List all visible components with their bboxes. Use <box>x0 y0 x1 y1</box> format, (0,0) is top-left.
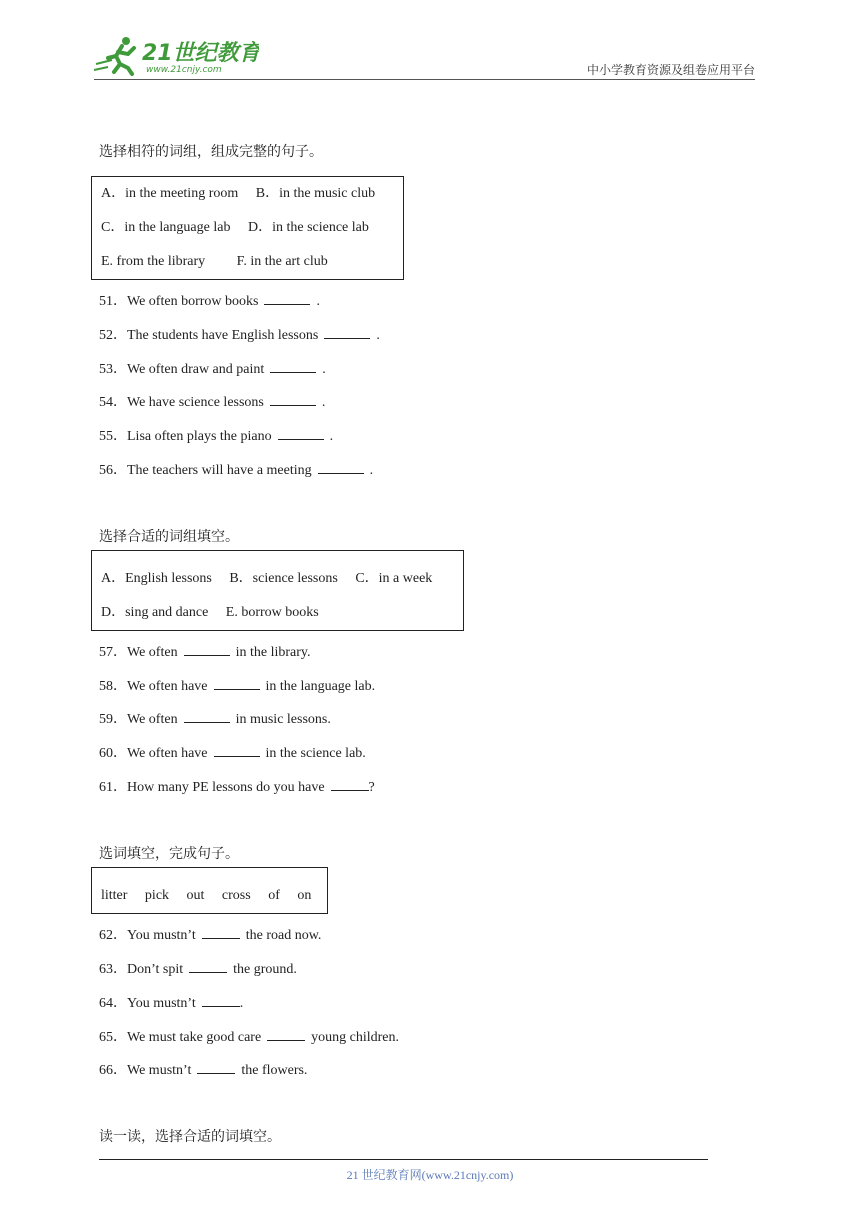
question-53 <box>99 358 326 378</box>
question-text-after: . <box>321 395 326 410</box>
answer-blank[interactable] <box>214 677 260 690</box>
question-text-after: in music lessons. <box>235 712 331 727</box>
question-63 <box>99 958 297 978</box>
question-number: 58． <box>99 679 127 694</box>
section3-word-box <box>91 867 328 914</box>
answer-blank[interactable] <box>202 926 240 939</box>
question-number: 53． <box>99 362 127 377</box>
section2-instruction: 选择合适的词组填空。 <box>99 529 239 545</box>
question-58 <box>99 675 375 695</box>
header-divider <box>94 79 755 80</box>
answer-blank[interactable] <box>267 1028 305 1041</box>
question-text-after: the flowers. <box>241 1063 308 1078</box>
question-text-after: . <box>239 996 244 1011</box>
question-text: Lisa often plays the piano <box>127 429 272 444</box>
section1-instruction: 选择相符的词组，组成完整的句子。 <box>99 144 323 160</box>
site-logo <box>94 34 259 76</box>
question-51 <box>99 290 320 310</box>
question-text: You mustn’t <box>127 996 196 1011</box>
question-52 <box>99 324 380 344</box>
logo-url: www.21cnjy.com <box>146 65 222 75</box>
option-row: C．in the language lab D．in the science lab <box>101 220 369 235</box>
question-text: We often have <box>127 746 208 761</box>
question-62 <box>99 924 321 944</box>
question-text-after: the ground. <box>233 962 297 977</box>
question-66 <box>99 1059 307 1079</box>
footer-text: 21 世纪教育网(www.21cnjy.com) <box>346 1168 514 1182</box>
option-row: E. from the library F. in the art club <box>101 254 328 269</box>
question-number: 57． <box>99 645 127 660</box>
question-text-after: in the language lab. <box>265 679 376 694</box>
answer-blank[interactable] <box>214 744 260 757</box>
question-text: We often have <box>127 679 208 694</box>
question-65 <box>99 1026 399 1046</box>
question-text: Don’t spit <box>127 962 184 977</box>
option-row: D．sing and dance E. borrow books <box>101 605 319 620</box>
question-number: 61． <box>99 780 127 795</box>
question-number: 54． <box>99 395 127 410</box>
question-number: 66． <box>99 1063 127 1078</box>
question-61 <box>99 776 375 796</box>
answer-blank[interactable] <box>189 960 227 973</box>
answer-blank[interactable] <box>331 778 369 791</box>
section1-option-box <box>91 176 404 280</box>
question-text-after: in the library. <box>235 645 311 660</box>
answer-blank[interactable] <box>270 393 316 406</box>
question-55 <box>99 425 333 445</box>
question-text: We often <box>127 645 178 660</box>
question-text: We often draw and paint <box>127 362 265 377</box>
question-text: The teachers will have a meeting <box>127 463 312 478</box>
section3-instruction: 选词填空，完成句子。 <box>99 846 239 862</box>
answer-blank[interactable] <box>264 292 310 305</box>
question-59 <box>99 708 331 728</box>
question-number: 65． <box>99 1030 127 1045</box>
question-text-after: . <box>316 294 320 309</box>
question-64 <box>99 992 243 1012</box>
question-number: 59． <box>99 712 127 727</box>
question-text-after: . <box>329 429 334 444</box>
question-text: You mustn’t <box>127 928 196 943</box>
question-text: The students have English lessons <box>127 328 319 343</box>
question-57 <box>99 641 310 661</box>
answer-blank[interactable] <box>270 360 316 373</box>
question-text-after: ? <box>368 780 375 795</box>
question-text-after: young children. <box>311 1030 400 1045</box>
logo-text: 21世纪教育 <box>142 41 259 66</box>
header-platform-name: 中小学教育资源及组卷应用平台 <box>586 63 755 77</box>
answer-blank[interactable] <box>318 461 364 474</box>
question-text-after: . <box>322 362 326 377</box>
question-text: We mustn’t <box>127 1063 192 1078</box>
footer-divider <box>99 1159 708 1160</box>
section4-instruction: 读一读，选择合适的词填空。 <box>99 1129 281 1145</box>
word-bank: litter pick out cross of on <box>101 888 312 903</box>
question-56 <box>99 459 373 479</box>
question-text-after: the road now. <box>245 928 322 943</box>
question-number: 62． <box>99 928 127 943</box>
question-54 <box>99 391 325 411</box>
answer-blank[interactable] <box>184 710 230 723</box>
question-text-after: . <box>376 328 380 343</box>
question-text: How many PE lessons do you have <box>127 780 325 795</box>
answer-blank[interactable] <box>278 427 324 440</box>
question-text: We must take good care <box>127 1030 262 1045</box>
answer-blank[interactable] <box>202 994 240 1007</box>
question-text-after: . <box>369 463 374 478</box>
question-number: 63． <box>99 962 127 977</box>
question-number: 51． <box>99 294 127 309</box>
question-text: We often borrow books <box>127 294 259 309</box>
question-number: 60． <box>99 746 127 761</box>
question-text: We have science lessons <box>127 395 264 410</box>
question-number: 64． <box>99 996 127 1011</box>
question-number: 55． <box>99 429 127 444</box>
question-text-after: in the science lab. <box>265 746 366 761</box>
option-row: A．in the meeting room B．in the music club <box>101 186 376 201</box>
question-text: We often <box>127 712 178 727</box>
answer-blank[interactable] <box>184 643 230 656</box>
question-number: 56． <box>99 463 127 478</box>
section2-option-box <box>91 550 464 631</box>
option-row: A．English lessons B．science lessons C．in a week <box>101 571 433 586</box>
answer-blank[interactable] <box>197 1061 235 1074</box>
question-60 <box>99 742 366 762</box>
answer-blank[interactable] <box>324 326 370 339</box>
question-number: 52． <box>99 328 127 343</box>
